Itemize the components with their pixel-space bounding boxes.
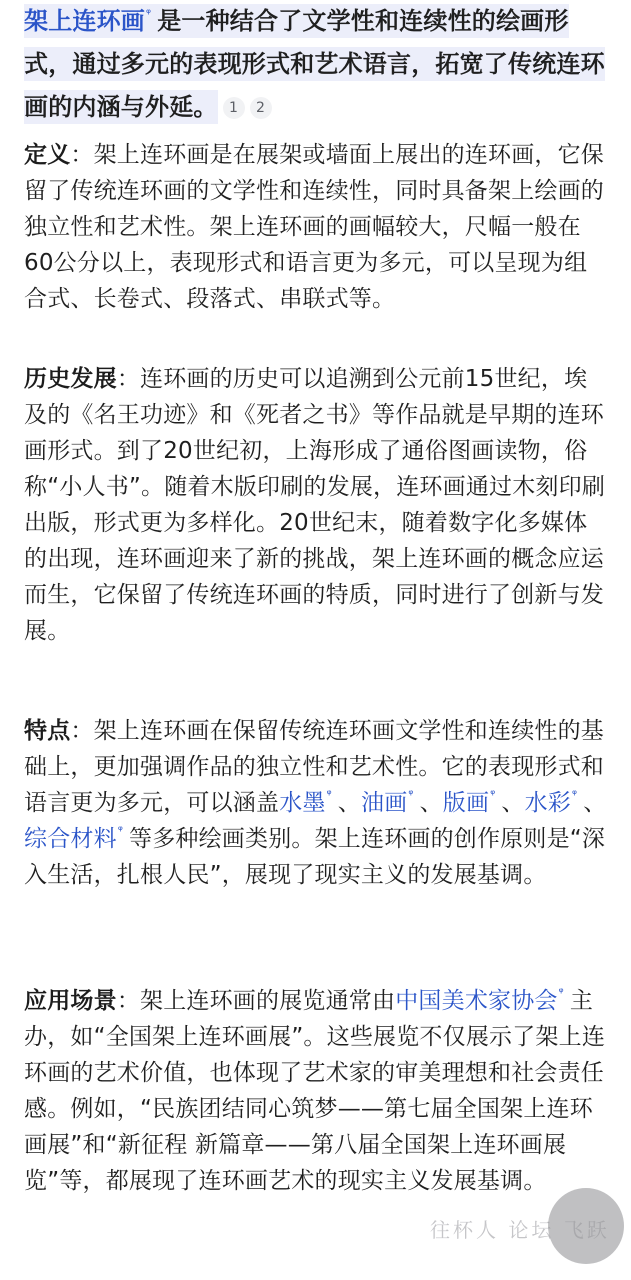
link-watercolor[interactable]: 水彩 (524, 790, 571, 816)
search-icon[interactable]: ᵠ (146, 6, 152, 20)
section-heading: 历史发展 (24, 366, 117, 392)
search-icon[interactable]: ᵠ (408, 787, 414, 801)
section-text: ：架上连环画在保留传统连环画文学性和连续性的基础上，更加强调作品的独立性和艺术性。它的表现形式和语言更为多元，可以涵盖 (24, 718, 605, 816)
watermark-text: 往杯人 论坛 飞跃 (430, 1218, 610, 1242)
section-text: ：连环画的历史可以追溯到公元前15世纪，埃及的《名王功迹》和《死者之书》等作品就是早期的连环画形式。到了20世纪初，上海形成了通俗图画读物，俗称“小人书”。随着木版印刷的发展，连环画通过木刻印刷出版，形式更为多样化。20世纪末，随着数字化多媒体的出现，连环画迎来了新的挑战，架上连环画的概念应运而生，它保留了传统连环画的特质，同时进行了创新与发展。 (24, 366, 606, 644)
separator: 、 (337, 790, 361, 816)
watermark (430, 1214, 610, 1243)
citation-badge[interactable]: 1 (223, 97, 245, 119)
section-text: ：架上连环画是在展架或墙面上展出的连环画，它保留了传统连环画的文学性和连续性，同时具备架上绘画的独立性和艺术性。架上连环画的画幅较大，尺幅一般在60公分以上，表现形式和语言更为多元，可以呈现为组合式、长卷式、段落式、串联式等。 (24, 142, 605, 312)
separator: 、 (419, 790, 443, 816)
search-icon[interactable]: ᵠ (558, 985, 564, 999)
section-text: 主办，如“全国架上连环画展”。这些展览不仅展示了架上连环画的艺术价值，也体现了艺术家的审美理想和社会责任感。例如，“民族团结同心筑梦——第七届全国架上连环画展”和“新征程 新篇章——第八届全国架上连环画展览”等，都展现了连环画艺术的现实主义发展基调。 (24, 988, 606, 1194)
lead-text: 是一种结合了文学性和连续性的绘画形式，通过多元的表现形式和艺术语言，拓宽了传统连环画的内涵与外延。 (24, 7, 605, 121)
section-text: 等多种绘画类别。架上连环画的创作原则是“深入生活，扎根人民”，展现了现实主义的发展基调。 (24, 826, 606, 888)
separator: 、 (583, 790, 607, 816)
link-mixed-media[interactable]: 综合材料 (24, 826, 117, 852)
search-icon[interactable]: ᵠ (326, 787, 332, 801)
section-history (24, 361, 609, 649)
lead-link[interactable]: 架上连环画 (24, 7, 145, 35)
lead-highlight (24, 4, 605, 124)
section-heading: 定义 (24, 142, 71, 168)
lead-paragraph (24, 0, 609, 129)
section-applications (24, 983, 609, 1199)
search-icon[interactable]: ᵠ (490, 787, 496, 801)
section-heading: 应用场景 (24, 988, 117, 1014)
link-ink-wash[interactable]: 水墨 (279, 790, 326, 816)
section-definition (24, 137, 609, 317)
search-icon[interactable]: ᵠ (572, 787, 578, 801)
link-printmaking[interactable]: 版画 (442, 790, 490, 816)
link-artists-association[interactable]: 中国美术家协会 (395, 988, 558, 1014)
separator: 、 (501, 790, 525, 816)
link-oil-painting[interactable]: 油画 (361, 790, 408, 816)
section-text: ：架上连环画的展览通常由 (116, 988, 396, 1014)
citation-badge[interactable]: 2 (250, 97, 272, 119)
section-heading: 特点 (24, 718, 71, 744)
search-icon[interactable]: ᵠ (117, 823, 123, 837)
section-features (24, 713, 609, 893)
